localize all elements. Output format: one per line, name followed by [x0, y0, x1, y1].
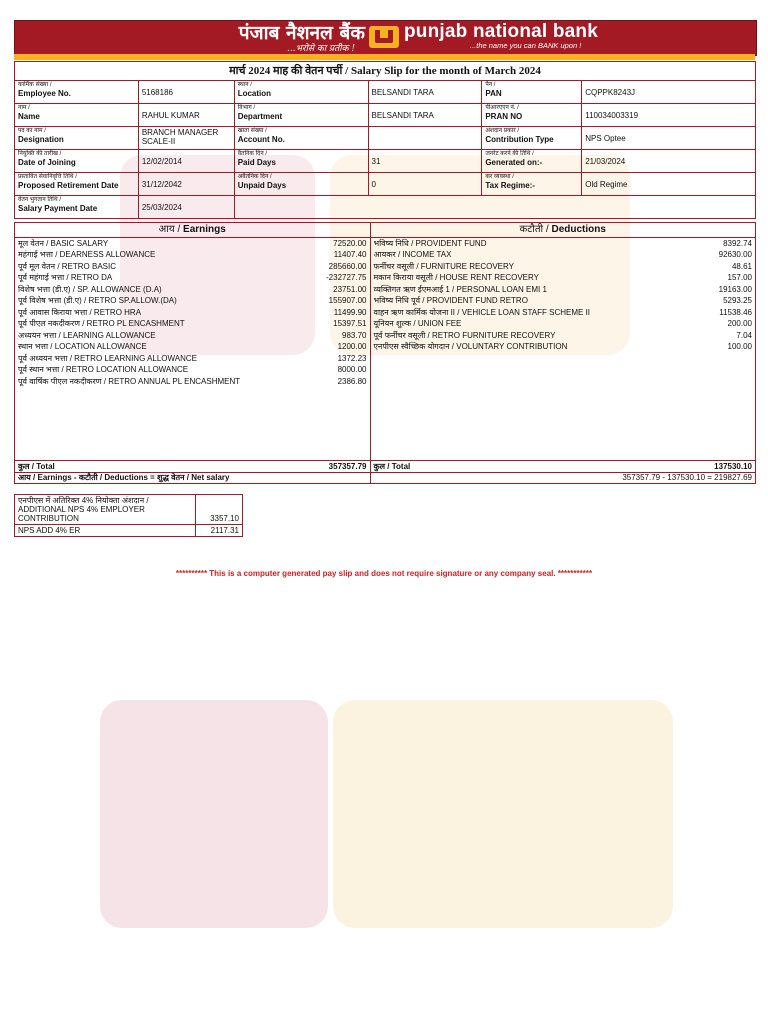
- deduction-amount: 11538.46: [719, 307, 752, 317]
- name-label: नाम / Name: [15, 104, 139, 127]
- earning-row: [18, 353, 367, 365]
- name-value: RAHUL KUMAR: [138, 104, 234, 127]
- generated-on-label: जनरेट करने की तिथि / Generated on:-: [482, 150, 582, 173]
- tagline-english: ...the name you can BANK upon !: [470, 41, 582, 50]
- nps-table: [14, 494, 243, 537]
- contribution-type-label: अंशदान प्रकार / Contribution Type: [482, 127, 582, 150]
- earning-label: पूर्व अध्ययन भत्ता / RETRO LEARNING ALLOWANCE: [18, 353, 198, 363]
- deduction-label: यूनियन शुल्क / UNION FEE: [373, 319, 462, 328]
- earning-label: पूर्व महंगाई भत्ता / RETRO DA: [18, 273, 113, 282]
- retirement-date-label: प्रस्तावित सेवानिवृत्ति तिथि / Proposed Retirement Date: [15, 173, 139, 196]
- deduction-row: [374, 341, 753, 353]
- employee-info-table: [14, 61, 756, 219]
- earning-label: मूल वेतन / BASIC SALARY: [18, 238, 109, 248]
- deduction-label: मकान किराया वसूली / HOUSE RENT RECOVERY: [373, 273, 539, 282]
- pnb-watermark-logo: [100, 700, 328, 928]
- deduction-row: [374, 330, 753, 342]
- earning-amount: 15397.51: [333, 319, 367, 328]
- earning-amount: 1200.00: [337, 342, 367, 351]
- generated-on-value: 21/03/2024: [582, 150, 756, 173]
- deduction-amount: 19163.00: [718, 284, 752, 294]
- earning-row: [18, 307, 367, 319]
- salary-payment-date-label: वेतन भुगतान तिथि / Salary Payment Date: [15, 196, 139, 219]
- location-value: BELSANDI TARA: [368, 81, 482, 104]
- pnb-logo-icon: [369, 26, 399, 48]
- deduction-label: पूर्व फर्नीचर वसूली / RETRO FURNITURE RECOVERY: [373, 330, 556, 340]
- deduction-row: [374, 272, 753, 284]
- nps-row: [15, 495, 243, 525]
- deduction-amount: 5293.25: [723, 296, 752, 305]
- earning-row: [18, 272, 367, 284]
- location-label: स्थान / Location: [234, 81, 368, 104]
- earning-row: [18, 376, 367, 388]
- earnings-header: आय / Earnings: [15, 223, 371, 238]
- earning-amount: 155907.00: [328, 296, 367, 305]
- deduction-row: [374, 295, 753, 307]
- earning-amount: 11499.90: [333, 307, 367, 317]
- deduction-label: व्यक्तिगत ऋण ईएमआई 1 / PERSONAL LOAN EMI 1: [373, 284, 547, 294]
- salary-payment-date-value: 25/03/2024: [138, 196, 234, 219]
- contribution-type-value: NPS Optee: [582, 127, 756, 150]
- nps-amount: 2117.31: [196, 525, 243, 537]
- pran-label: पीआरएएन नं. / PRAN NO: [482, 104, 582, 127]
- nps-amount: 3357.10: [196, 495, 243, 525]
- deduction-row: [374, 318, 753, 330]
- deduction-row: [374, 238, 753, 250]
- earning-label: पूर्व विशेष भत्ता (डी.ए) / RETRO SP.ALLOW.(DA): [18, 296, 177, 305]
- deductions-list: [370, 237, 756, 460]
- tax-regime-label: कर व्यवस्था / Tax Regime:-: [482, 173, 582, 196]
- nps-row: [15, 525, 243, 537]
- deduction-amount: 7.04: [736, 330, 752, 340]
- deduction-amount: 8392.74: [723, 238, 752, 248]
- bank-name-hindi: पंजाब नैशनल बैंक: [238, 22, 365, 44]
- pnb-watermark-text: [333, 700, 673, 928]
- employee-no-value: 5168186: [138, 81, 234, 104]
- net-salary-label: आय / Earnings - कटौती / Deductions = शुद्ध वेतन / Net salary: [15, 473, 371, 484]
- pran-value: 110034003319: [582, 104, 756, 127]
- bank-name-english: punjab national bank: [404, 21, 599, 42]
- nps-label: एनपीएस में अतिरिक्त 4% नियोक्ता अंशदान / ADDITIONAL NPS 4% EMPLOYER CONTRIBUTION: [15, 495, 196, 525]
- earning-label: अध्ययन भत्ता / LEARNING ALLOWANCE: [18, 330, 156, 340]
- earning-row: [18, 364, 367, 376]
- earning-row: [18, 284, 367, 296]
- net-salary-value: 357357.79 - 137530.10 = 219827.69: [370, 473, 756, 484]
- deduction-label: भविष्य निधि / PROVIDENT FUND: [373, 238, 487, 248]
- earning-amount: 983.70: [342, 330, 367, 340]
- earning-amount: 72520.00: [333, 238, 367, 248]
- earning-amount: 285660.00: [328, 261, 367, 271]
- slip-title: मार्च 2024 माह की वेतन पर्ची / Salary Slip for the month of March 2024: [15, 62, 756, 81]
- deduction-amount: 48.61: [731, 261, 752, 271]
- deduction-row: [374, 307, 753, 319]
- earnings-total-row: कुल / Total 357357.79: [15, 460, 371, 473]
- designation-value: BRANCH MANAGER SCALE-II: [138, 127, 234, 150]
- earning-amount: 8000.00: [337, 365, 367, 374]
- earning-amount: -232727.75: [326, 273, 367, 282]
- deduction-label: फर्नीचर वसूली / FURNITURE RECOVERY: [373, 261, 514, 271]
- nps-label: NPS ADD 4% ER: [15, 525, 196, 537]
- joining-date-label: नियुक्ति की तारीख / Date of Joining: [15, 150, 139, 173]
- paid-days-value: 31: [368, 150, 482, 173]
- unpaid-days-value: 0: [368, 173, 482, 196]
- earning-row: [18, 330, 367, 342]
- earning-amount: 23751.00: [333, 284, 367, 294]
- earning-label: पूर्व आवास किराया भत्ता / RETRO HRA: [18, 307, 142, 317]
- earning-row: [18, 261, 367, 273]
- tagline-hindi: ...भरोसे का प्रतीक !: [287, 44, 355, 54]
- tax-regime-value: Old Regime: [582, 173, 756, 196]
- joining-date-value: 12/02/2014: [138, 150, 234, 173]
- earning-amount: 1372.23: [337, 353, 367, 363]
- deduction-amount: 200.00: [727, 319, 752, 328]
- deduction-amount: 100.00: [727, 342, 752, 351]
- earning-label: पूर्व मूल वेतन / RETRO BASIC: [18, 261, 116, 271]
- department-label: विभाग / Department: [234, 104, 368, 127]
- earning-row: [18, 318, 367, 330]
- earnings-list: [15, 237, 371, 460]
- account-no-label: खाता संख्या / Account No.: [234, 127, 368, 150]
- employee-no-label: कार्मिक संख्या / Employee No.: [15, 81, 139, 104]
- pan-label: पैन / PAN: [482, 81, 582, 104]
- header-accent-stripe: [14, 54, 755, 60]
- paid-days-label: वैतनिक दिन / Paid Days: [234, 150, 368, 173]
- deduction-label: आयकर / INCOME TAX: [373, 250, 452, 259]
- computer-generated-note: ********** This is a computer generated pay slip and does not require signature or any company seal. ***********: [175, 569, 593, 578]
- earning-label: पूर्व पीएल नकदीकरण / RETRO PL ENCASHMENT: [18, 319, 185, 328]
- account-no-value: [368, 127, 482, 150]
- deductions-header: कटौती / Deductions: [370, 223, 756, 238]
- earning-label: पूर्व वार्षिक पीएल नकदीकरण / RETRO ANNUAL PL ENCASHMENT: [18, 376, 241, 386]
- earning-amount: 2386.80: [337, 376, 367, 386]
- earning-row: [18, 341, 367, 353]
- deduction-label: एनपीएस स्वैच्छिक योगदान / VOLUNTARY CONTRIBUTION: [373, 342, 568, 351]
- earning-amount: 11407.40: [333, 250, 367, 259]
- earning-label: पूर्व स्थान भत्ता / RETRO LOCATION ALLOWANCE: [18, 365, 189, 374]
- deduction-row: [374, 249, 753, 261]
- deduction-amount: 157.00: [727, 273, 752, 282]
- unpaid-days-label: अवैतनिक दिन / Unpaid Days: [234, 173, 368, 196]
- retirement-date-value: 31/12/2042: [138, 173, 234, 196]
- deduction-row: [374, 261, 753, 273]
- pan-value: CQPPK8243J: [582, 81, 756, 104]
- deduction-label: वाहन ऋण कार्मिक योजना II / VEHICLE LOAN STAFF SCHEME II: [373, 307, 591, 317]
- earning-label: स्थान भत्ता / LOCATION ALLOWANCE: [18, 342, 147, 351]
- earning-row: [18, 249, 367, 261]
- earnings-deductions-table: [14, 222, 756, 484]
- deduction-amount: 92630.00: [718, 250, 752, 259]
- deduction-label: भविष्य निधि पूर्व / PROVIDENT FUND RETRO: [373, 296, 528, 305]
- earning-row: [18, 238, 367, 250]
- deductions-total-row: कुल / Total 137530.10: [370, 460, 756, 473]
- deduction-row: [374, 284, 753, 296]
- earning-label: विशेष भत्ता (डी.ए) / SP. ALLOWANCE (D.A): [18, 284, 162, 294]
- designation-label: पद का नाम / Designation: [15, 127, 139, 150]
- department-value: BELSANDI TARA: [368, 104, 482, 127]
- earning-row: [18, 295, 367, 307]
- empty-cell: [234, 196, 755, 219]
- earning-label: महंगाई भत्ता / DEARNESS ALLOWANCE: [18, 250, 156, 259]
